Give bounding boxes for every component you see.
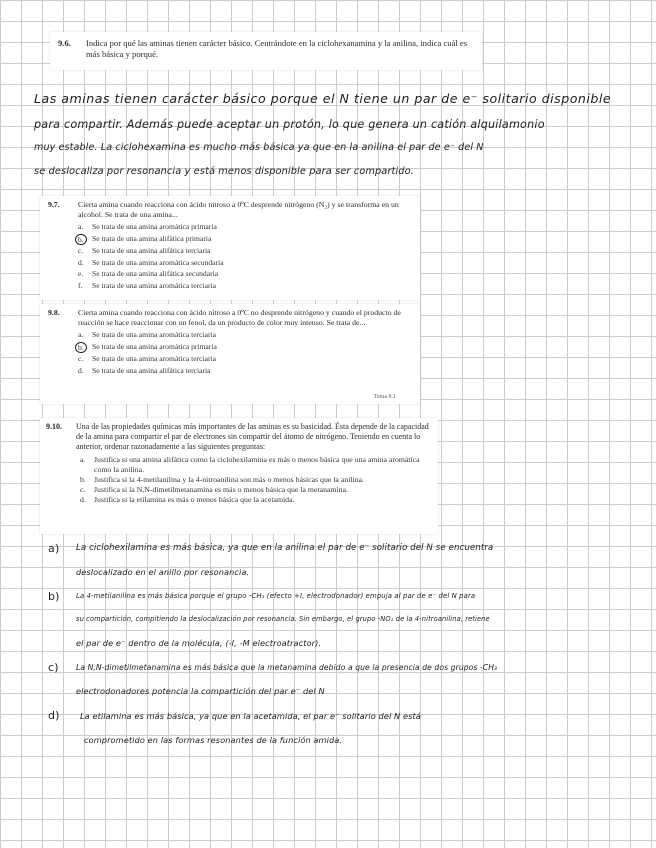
question-text: Una de las propiedades químicas más importantes de las aminas es su basicidad. Ésta depende de la capacidad de la amina para compartir el par de electrones sin compartir del átomo de nitrógeno. Teniendo en cuenta lo anterior, ordenar razonadamente a las siguientes preguntas:: [76, 422, 429, 452]
answer-9-6-line-1: Las aminas tienen carácter básico porque el N tiene un par de e⁻ solitario disponible: [34, 91, 612, 106]
subquestion-c: c. Justifica si la N,N-dimetilmetanamina es más o menos básica que la metanamina.: [80, 485, 348, 495]
answer-c-label: c): [48, 661, 59, 674]
subquestion-d: d. Justifica si la etilamina es más o menos básica que la acetamida.: [80, 495, 295, 505]
question-9-8: [40, 304, 420, 376]
answer-9-6-line-4: se deslocaliza por resonancia y está menos disponible para ser compartido.: [34, 166, 414, 177]
answer-a-label: a): [48, 542, 60, 555]
options-list: [80, 454, 432, 506]
selected-circle: b.: [75, 234, 87, 245]
question-9-10: [40, 418, 438, 506]
question-9-6-clip: [50, 32, 482, 70]
option-c[interactable]: c. Se trata de una amina alifática terciaria: [78, 245, 211, 255]
option-d[interactable]: d. Se trata de una amina aromática secundaria: [78, 257, 224, 267]
subquestion-b: b. Justifica si la 4-metilanilina y la 4-nitroanilina son más o menos básicas que la anilina.: [80, 475, 365, 485]
answer-9-6-line-3: muy estable. La ciclohexamina es mucho más básica ya que en la anilina el par de e⁻ del N: [34, 142, 484, 153]
options-list: [78, 329, 414, 376]
question-9-7-clip: [40, 196, 420, 300]
subquestion-a: a. Justifica si una amina alifática como la ciclohexilamina es más o menos básica que una amina aromática como la anilina.: [80, 454, 420, 474]
selected-circle: b.: [75, 342, 87, 353]
option-c[interactable]: c. Se trata de una amina aromática terciaria: [78, 353, 216, 363]
answer-c-line-1: La N,N-dimetilmetanamina es más básica que la metanamina debido a que la presencia de dos grupos -CH₃: [76, 663, 498, 672]
question-text: Indica por qué las aminas tienen carácter básico. Centrándote en la ciclohexanamina y la anilina, indica cuál es más básica y porqué.: [86, 38, 468, 59]
answer-b-line-3: el par de e⁻ dentro de la molécula, (-I, -M electroatractor).: [76, 638, 322, 648]
options-list: [78, 221, 414, 292]
answer-d-label: d): [48, 709, 60, 722]
answer-a-line-2: deslocalizado en el anillo por resonancia.: [76, 567, 250, 577]
option-b-selected[interactable]: b. Se trata de una amina aromática primaria: [92, 341, 414, 353]
answer-b-line-1: La 4-metilanilina es más básica porque el grupo -CH₃ (efecto +I, electrodonador) empuja al par de e⁻ del N para: [76, 592, 476, 600]
answer-b-label: b): [48, 590, 60, 603]
question-text: Cierta amina cuando reacciona con ácido nitroso a 0ºC desprende nitrógeno (N₂) y se transforma en un alcohol. Se trata de una amina...: [78, 200, 399, 219]
question-9-6: [50, 32, 482, 60]
question-number: 9.6.: [58, 38, 71, 48]
answer-c-line-2: electrodonadores potencia la compartición del par e⁻ del N: [76, 686, 325, 696]
answer-d-line-1: La etilamina es más básica, ya que en la acetamida, el par e⁻ solitario del N está: [80, 711, 421, 721]
question-number: 9.8.: [48, 308, 60, 317]
option-d[interactable]: d. Se trata de una amina alifática terciaria: [78, 365, 211, 375]
answer-9-6-line-2: para compartir. Además puede aceptar un protón, lo que genera un catión alquilamonio: [34, 118, 545, 131]
answer-b-line-2: su compartición, compitiendo la deslocalización por resonancia. Sin embargo, el grupo -NO₂ de la 4-nitroanilina, retiene: [76, 615, 490, 623]
option-e[interactable]: e. Se trata de una amina alifática secundaria: [78, 269, 219, 279]
option-a[interactable]: a. Se trata de una amina aromática terciaria: [78, 330, 216, 340]
question-text: Cierta amina cuando reacciona con ácido nitroso a 0ºC no desprende nitrógeno y cuando el producto de reacción se hace reaccionar con un fenol, da un producto de color muy intenso. Se trata de...: [78, 308, 401, 327]
question-9-10-clip: [40, 418, 438, 534]
question-number: 9.10.: [46, 422, 62, 431]
question-number: 9.7.: [48, 200, 60, 209]
question-9-8-clip: [40, 304, 420, 404]
answer-a-line-1: La ciclohexilamina es más básica, ya que en la anilina el par de e⁻ solitario del N se encuentra: [76, 543, 494, 553]
question-9-7: [40, 196, 420, 292]
option-f[interactable]: f. Se trata de una amina aromática terciaria: [78, 281, 216, 291]
option-a[interactable]: a. Se trata de una amina aromática primaria: [78, 222, 217, 232]
page-label: Tema 8.1: [373, 394, 396, 400]
option-b-selected[interactable]: b. Se trata de una amina alifática primaria: [92, 233, 414, 245]
answer-d-line-2: comprometido en las formas resonantes de la función amida.: [84, 735, 343, 745]
